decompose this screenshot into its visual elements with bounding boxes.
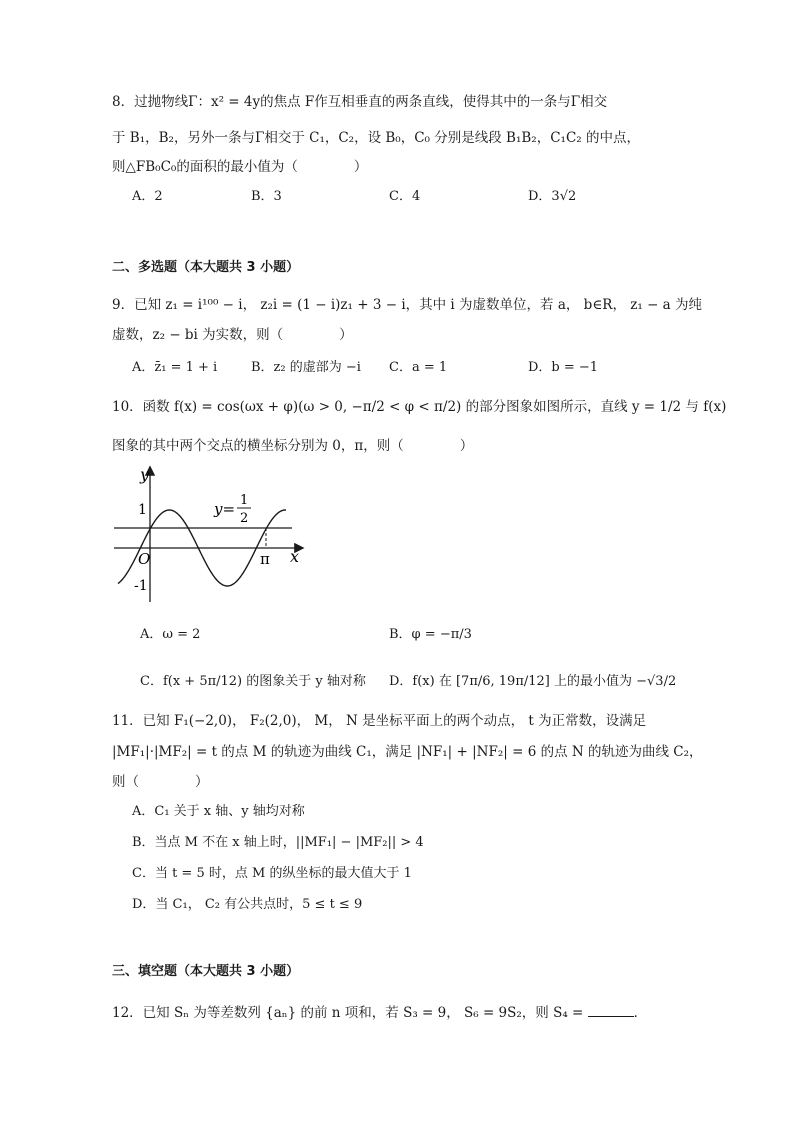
q10-option-b: B．φ = −π/3	[389, 627, 472, 642]
tick-label-1: 1	[138, 502, 147, 518]
answer-underline	[588, 1004, 634, 1017]
q8-option-a: A．2	[132, 189, 163, 204]
q8-line3	[112, 157, 367, 177]
q10-function-graph	[110, 462, 310, 610]
q8-line1: 8．过抛物线Γ：x² = 4y的焦点 F作互相垂直的两条直线，使得其中的一条与Γ相交	[112, 94, 608, 110]
q9-line2	[112, 325, 353, 345]
q11-option-a: A．C₁ 关于 x 轴、y 轴均对称	[132, 804, 305, 819]
q9-option-a: A．z̄₁ = 1 + i	[132, 360, 218, 375]
q8-option-d: D．3√2	[528, 189, 577, 204]
q9-option-c: C．a = 1	[389, 360, 448, 375]
section-heading-multiple-choice: 二、多选题（本大题共 3 小题）	[112, 260, 300, 275]
q10-line1: 10．函数 f(x) = cos(ωx + φ)(ω > 0, −π/2 < φ < π/2) 的部分图象如图所示，直线 y = 1/2 与 f(x)	[112, 399, 727, 415]
y-axis-label: y	[140, 465, 150, 484]
q9-line1: 9．已知 z₁ = i¹⁰⁰ − i， z₂i = (1 − i)z₁ + 3 − i，其中 i 为虚数单位，若 a， b∈R， z₁ − a 为纯	[112, 297, 703, 313]
q11-option-d: D．当 C₁， C₂ 有公共点时，5 ≤ t ≤ 9	[132, 897, 363, 912]
q11-line3-text: 则（	[112, 774, 139, 790]
tick-label-neg1: -1	[134, 578, 148, 594]
section-heading-fill-in: 三、填空题（本大题共 3 小题）	[112, 964, 300, 979]
q8-line3-text: 则△FB₀C₀的面积的最小值为（	[112, 159, 298, 175]
line-equation-numerator: 1	[240, 493, 249, 508]
q11-line2: |MF₁|·|MF₂| = t 的点 M 的轨迹为曲线 C₁，满足 |NF₁| + |NF₂| = 6 的点 N 的轨迹为曲线 C₂，	[112, 744, 703, 760]
q11-line3	[112, 772, 209, 792]
q10-option-c: C．f(x + 5π/12) 的图象关于 y 轴对称	[140, 674, 366, 689]
q10-option-a: A．ω = 2	[140, 627, 201, 642]
q11-option-c: C．当 t = 5 时，点 M 的纵坐标的最大值大于 1	[132, 866, 412, 881]
q12-text: 12．已知 Sₙ 为等差数列 {aₙ} 的前 n 项和，若 S₃ = 9， S₆ = 9S₂，则 S₄ =	[112, 1005, 584, 1021]
q8-close: ）	[353, 159, 368, 175]
origin-label: O	[138, 550, 151, 568]
q10-line2	[112, 436, 473, 456]
q9-line2-text: 虚数，z₂ − bi 为实数，则（	[112, 327, 284, 343]
q12-end: ．	[633, 1005, 648, 1021]
q9-option-d: D．b = −1	[528, 360, 599, 375]
q11-option-b: B．当点 M 不在 x 轴上时，||MF₁| − |MF₂|| > 4	[132, 835, 424, 850]
q10-line2-text: 图象的其中两个交点的横坐标分别为 0，π，则（	[112, 438, 404, 454]
line-equation-denominator: 2	[240, 511, 249, 526]
q10-option-d: D．f(x) 在 [7π/6, 19π/12] 上的最小值为 −√3/2	[389, 674, 677, 689]
q11-close: ）	[195, 774, 209, 790]
line-equation-label: y=	[214, 500, 236, 518]
q8-option-c: C．4	[389, 189, 421, 204]
q9-option-b: B．z₂ 的虚部为 −i	[251, 360, 361, 375]
q8-option-b: B．3	[251, 189, 282, 204]
q11-line1: 11．已知 F₁(−2,0)， F₂(2,0)， M， N 是坐标平面上的两个动点， t 为正常数，设满足	[112, 713, 647, 729]
q8-line2: 于 B₁，B₂，另外一条与Γ相交于 C₁，C₂，设 B₀，C₀ 分别是线段 B₁B₂，C₁C₂ 的中点，	[112, 130, 640, 146]
pi-tick-label: π	[260, 550, 270, 568]
x-axis-label: x	[290, 547, 300, 566]
q10-close: ）	[459, 438, 474, 454]
q12-line	[112, 1003, 647, 1023]
q9-close: ）	[339, 327, 353, 343]
